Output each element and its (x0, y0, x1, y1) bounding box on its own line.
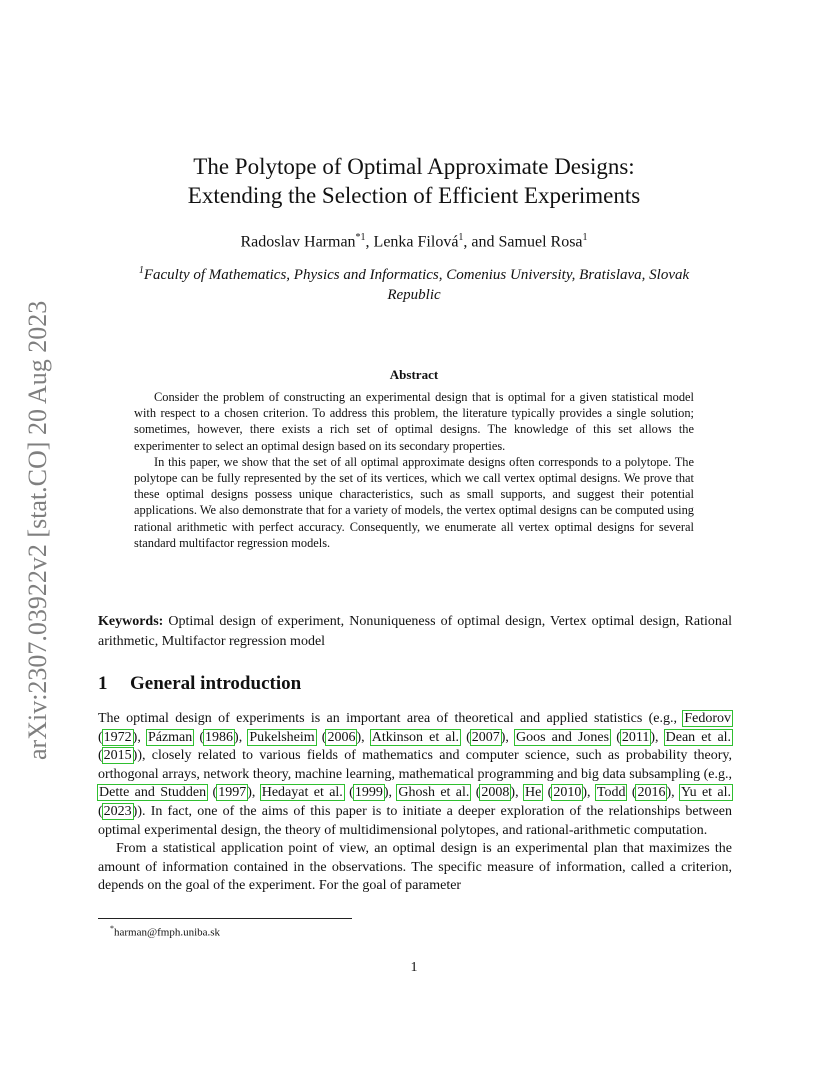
affiliation-mark: 1 (138, 265, 144, 276)
keywords-text: Optimal design of experiment, Nonuniqueness of optimal design, Vertex optimal design, Rational arithmetic, Multifactor regression model (98, 614, 732, 649)
author-separator: , (365, 233, 374, 251)
author-name: Lenka Filová (373, 233, 459, 251)
page-number: 1 (410, 960, 418, 975)
citation-link[interactable]: Atkinson et al. (371, 729, 459, 745)
author-mark: *1 (355, 232, 366, 243)
abstract-paragraph: Consider the problem of constructing an experimental design that is optimal for a given statistical model with respect to a chosen criterion. To address this problem, the literature typically provides a single solution; sometimes, however, there exists a rich set of optimal designs. The knowledge of this set allows the experimenter to select an optimal design based on its secondary properties. (134, 390, 694, 453)
citation-year-link[interactable]: 1972 (103, 729, 132, 745)
citation-link[interactable]: Fedorov (684, 711, 731, 726)
author-mark: 1 (458, 232, 464, 243)
keywords-label: Keywords: (98, 614, 164, 629)
citation-link[interactable]: Dette and Studden (99, 785, 207, 801)
body-text-span: , (251, 785, 261, 801)
citation-year-link[interactable]: 2007 (471, 729, 500, 745)
citation-year-link[interactable]: 2010 (553, 785, 582, 801)
body-text-span: , (361, 729, 371, 745)
footnote-divider (98, 918, 352, 919)
citation-link[interactable]: Goos and Jones (516, 729, 610, 745)
citation-link[interactable]: Hedayat et al. (261, 785, 343, 801)
paper-title (0, 152, 828, 210)
body-text-span: , (515, 785, 524, 801)
citation-link[interactable]: Pukelsheim (249, 729, 315, 745)
citation-year-link[interactable]: 1986 (205, 729, 234, 745)
title-line-1: The Polytope of Optimal Approximate Designs: (193, 154, 635, 179)
author-mark: 1 (582, 232, 588, 243)
body-text-span: The optimal design of experiments is an important area of theoretical and applied statistics (e.g., (98, 711, 684, 726)
title-line-2: Extending the Selection of Efficient Experiments (187, 183, 641, 208)
body-text-span: , (388, 785, 398, 801)
body-text-span: ), closely related to various fields of mathematics and computer science, such as probability theory, orthogonal arrays, network theory, machine learning, mathematical programming and big data subsampling (e.g., (98, 748, 732, 782)
keywords (98, 612, 732, 652)
citation-year-link[interactable]: 2015 (103, 748, 132, 764)
body-paragraph: From a statistical application point of view, an optimal design is an experimental plan that maximizes the amount of information contained in the observations. The specific measure of information, called a criterion, depends on the goal of the experiment. For the goal of parameter (98, 841, 732, 894)
citation-year-link[interactable]: 1997 (218, 785, 247, 801)
body-text-span: ). In fact, one of the aims of this paper is to initiate a deeper exploration of the relationships between optimal experimental design, the theory of multidimensional polytopes, and rational-arithmetic computation. (98, 803, 732, 838)
citation-year-link[interactable]: 2023 (103, 803, 132, 819)
citation-year-link[interactable]: 2011 (621, 729, 650, 745)
citation-link[interactable]: Pázman (147, 729, 193, 745)
citation-year-link[interactable]: 2006 (327, 729, 356, 745)
author-separator: , and (463, 233, 499, 251)
body-text (98, 710, 732, 896)
citation-link[interactable]: Todd (596, 785, 626, 801)
section-heading (98, 673, 301, 695)
abstract-body (134, 389, 694, 551)
body-text-span: , (655, 729, 665, 745)
citation-link[interactable]: Ghosh et al. (398, 785, 470, 801)
citation-year-link[interactable]: 1999 (354, 785, 383, 801)
body-text-span: , (671, 785, 681, 801)
affiliation-text: Faculty of Mathematics, Physics and Informatics, Comenius University, Bratislava, Slovak Republic (143, 267, 690, 303)
author-list (0, 228, 828, 252)
body-text-span: , (505, 729, 516, 745)
body-paragraph: The optimal design of experiments is an important area of theoretical and applied statistics (e.g., Fedorov (1972), Pázman (1986), Pukelsheim (2006), Atkinson et al. (2007), Goos and Jones (2011), Dean et al. (2015)), closely related to various fields of mathematics and computer science, such as probability theory, orthogonal arrays, network theory, machine learning, mathematical programming and big data subsampling (e.g., Dette and Studden (1997), Hedayat et al. (1999), Ghosh et al. (2008), He (2010), Todd (2016), Yu et al. (2023)). In fact, one of the aims of this paper is to initiate a deeper exploration of the relationships between optimal experimental design, the theory of multidimensional polytopes, and rational-arithmetic computation. (98, 711, 732, 838)
body-text-span: , (587, 785, 596, 801)
footnote (110, 922, 220, 940)
citation-year-link[interactable]: 2008 (481, 785, 510, 801)
citation-link[interactable]: He (524, 785, 542, 801)
citation-year-link[interactable]: 2016 (637, 785, 666, 801)
citation-link[interactable]: Dean et al. (665, 729, 732, 745)
affiliation (112, 261, 716, 305)
section-number: 1 (98, 673, 108, 694)
arxiv-identifier: arXiv:2307.03922v2 [stat.CO] 20 Aug 2023 (23, 300, 52, 760)
citation-link[interactable]: Yu et al. (681, 785, 732, 801)
footnote-email-link[interactable]: harman@fmph.uniba.sk (114, 926, 221, 939)
body-text-span: , (137, 729, 147, 745)
body-text-span: , (238, 729, 249, 745)
abstract-heading: Abstract (389, 367, 439, 382)
abstract-paragraph: In this paper, we show that the set of all optimal approximate designs often corresponds to a polytope. The polytope can be fully represented by the set of its vertices, which we call vertex optimal designs. We prove that these optimal designs possess unique characteristics, such as small supports, and suggest their potential applications. We also demonstrate that for a variety of models, the vertex optimal designs can be computed using rational arithmetic with perfect accuracy. Consequently, we enumerate all vertex optimal designs for several standard multifactor regression models. (134, 454, 694, 550)
footnote-mark: * (110, 924, 114, 933)
author-name: Radoslav Harman (240, 233, 356, 251)
section-title: General introduction (130, 673, 302, 694)
author-name: Samuel Rosa (498, 233, 583, 251)
